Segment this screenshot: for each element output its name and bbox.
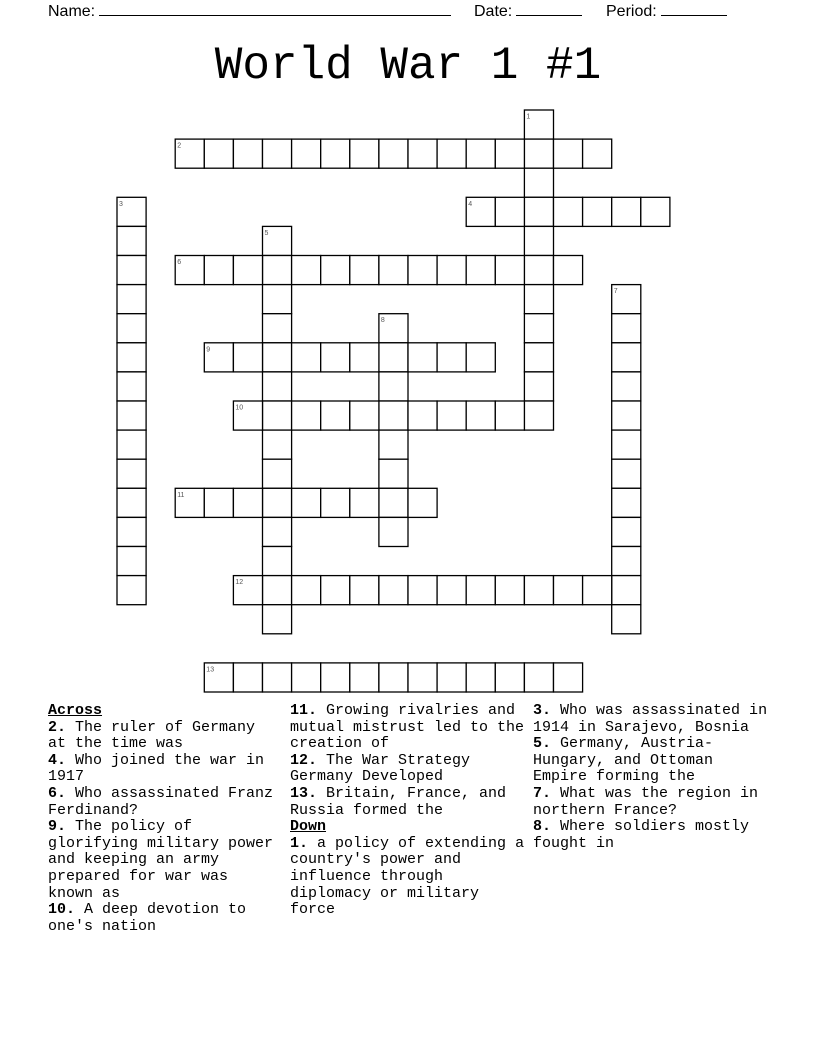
page-title: World War 1 #1: [214, 40, 602, 92]
grid-cell[interactable]: [263, 605, 292, 634]
grid-cell[interactable]: [495, 576, 524, 605]
grid-cell[interactable]: [204, 139, 233, 168]
grid-cell[interactable]: [263, 139, 292, 168]
grid-cell[interactable]: [408, 576, 437, 605]
grid-cell[interactable]: [437, 139, 466, 168]
grid-cell[interactable]: [379, 576, 408, 605]
grid-cell[interactable]: [263, 314, 292, 343]
grid-cell[interactable]: [117, 459, 146, 488]
grid-cell[interactable]: [379, 256, 408, 285]
grid-cell[interactable]: [524, 139, 553, 168]
grid-cell[interactable]: [117, 372, 146, 401]
clues-column-2: [290, 703, 526, 919]
grid-cell[interactable]: [466, 401, 495, 430]
grid-cell[interactable]: [263, 576, 292, 605]
grid-cell[interactable]: [117, 285, 146, 314]
name-label: Name:: [48, 3, 96, 20]
grid-cell[interactable]: [263, 285, 292, 314]
grid-cell[interactable]: [612, 314, 641, 343]
grid-cell[interactable]: [583, 139, 612, 168]
grid-cell[interactable]: [466, 576, 495, 605]
grid-cell[interactable]: [408, 256, 437, 285]
grid-cell[interactable]: [466, 343, 495, 372]
grid-cell[interactable]: [524, 168, 553, 197]
grid-cell[interactable]: [554, 576, 583, 605]
grid-cell[interactable]: [117, 576, 146, 605]
grid-cell[interactable]: [292, 139, 321, 168]
grid-cell[interactable]: [263, 401, 292, 430]
grid-cell[interactable]: [524, 401, 553, 430]
grid-cell[interactable]: [379, 663, 408, 692]
cell-number: 10: [235, 404, 244, 412]
grid-cell[interactable]: [292, 488, 321, 517]
down-heading: Down: [290, 818, 327, 836]
grid-cell[interactable]: [292, 343, 321, 372]
grid-cell[interactable]: [350, 256, 379, 285]
cell-number: 12: [235, 579, 244, 587]
grid-cell[interactable]: [350, 576, 379, 605]
cell-number: 11: [177, 491, 185, 499]
clue-across-10: 10. A deep devotion to one's nation: [48, 901, 247, 935]
grid-cell[interactable]: [350, 139, 379, 168]
grid-cell[interactable]: [292, 401, 321, 430]
grid-cell[interactable]: [321, 343, 350, 372]
grid-cell[interactable]: [233, 139, 262, 168]
grid-cell[interactable]: [612, 401, 641, 430]
grid-cell[interactable]: [117, 430, 146, 459]
grid-cell[interactable]: [321, 401, 350, 430]
grid-cell[interactable]: [612, 576, 641, 605]
grid-cell[interactable]: [292, 576, 321, 605]
grid-cell[interactable]: [495, 139, 524, 168]
grid-cell[interactable]: [408, 663, 437, 692]
grid-cell[interactable]: [612, 488, 641, 517]
grid-cell[interactable]: [612, 547, 641, 576]
grid-cell[interactable]: [554, 139, 583, 168]
grid-cell[interactable]: [117, 517, 146, 546]
grid-cell[interactable]: [321, 139, 350, 168]
cell-number: 13: [206, 666, 215, 674]
grid-cell[interactable]: [612, 517, 641, 546]
grid-cell[interactable]: [524, 343, 553, 372]
clue-across-4: 4. Who joined the war in 1917: [48, 751, 265, 786]
clue-down-3: 3. Who was assassinated in 1914 in Sarajevo, Bosnia: [533, 702, 768, 736]
clue-down-5: 5. Germany, Austria-Hungary, and Ottoman Empire forming the: [533, 735, 714, 786]
clue-down-1: 1. a policy of extending a country's power and influence through diplomacy or military force: [290, 834, 525, 919]
grid-cell[interactable]: [495, 256, 524, 285]
grid-cell[interactable]: [554, 256, 583, 285]
cell-number: 7: [613, 288, 618, 296]
grid-cell[interactable]: [263, 517, 292, 546]
grid-cell[interactable]: [263, 372, 292, 401]
grid-cell[interactable]: [379, 517, 408, 546]
grid-cell[interactable]: [408, 401, 437, 430]
grid-cell[interactable]: [437, 256, 466, 285]
grid-cell[interactable]: [321, 488, 350, 517]
grid-cell[interactable]: [379, 430, 408, 459]
grid-cell[interactable]: [408, 488, 437, 517]
grid-cell[interactable]: [612, 605, 641, 634]
grid-cell[interactable]: [612, 343, 641, 372]
grid-cell[interactable]: [495, 663, 524, 692]
clue-across-11: 11. Growing rivalries and mutual mistrust led to the creation of: [290, 702, 525, 753]
grid-cell[interactable]: [204, 256, 233, 285]
grid-cell[interactable]: [554, 663, 583, 692]
date-label: Date:: [474, 3, 513, 20]
cell-number: 9: [206, 346, 211, 354]
grid-cell[interactable]: [612, 372, 641, 401]
clues-column-3: [533, 703, 769, 852]
grid-cell[interactable]: [524, 314, 553, 343]
grid-cell[interactable]: [117, 226, 146, 255]
across-heading: Across: [48, 702, 103, 719]
grid-cell[interactable]: [350, 401, 379, 430]
grid-cell[interactable]: [612, 430, 641, 459]
grid-cell[interactable]: [379, 139, 408, 168]
grid-cell[interactable]: [263, 343, 292, 372]
grid-cell[interactable]: [263, 663, 292, 692]
grid-cell[interactable]: [466, 256, 495, 285]
grid-cell[interactable]: [612, 459, 641, 488]
grid-cell[interactable]: [495, 401, 524, 430]
cell-number: 8: [380, 317, 385, 325]
grid-cell[interactable]: [321, 256, 350, 285]
grid-cell[interactable]: [117, 256, 146, 285]
grid-cell[interactable]: [641, 197, 670, 226]
grid-cell[interactable]: [466, 663, 495, 692]
grid-cell[interactable]: [117, 401, 146, 430]
grid-cell[interactable]: [292, 256, 321, 285]
grid-cell[interactable]: [263, 430, 292, 459]
grid-cell[interactable]: [263, 488, 292, 517]
grid-cell[interactable]: [524, 226, 553, 255]
grid-cell[interactable]: [408, 343, 437, 372]
clue-across-9: 9. The policy of glorifying military power and keeping an army prepared for war was known as: [48, 818, 274, 902]
grid-cell[interactable]: [379, 488, 408, 517]
grid-cell[interactable]: [495, 197, 524, 226]
grid-cell[interactable]: [379, 372, 408, 401]
grid-cell[interactable]: [263, 547, 292, 576]
grid-cell[interactable]: [350, 343, 379, 372]
grid-cell[interactable]: [524, 372, 553, 401]
cell-number: 4: [468, 200, 473, 208]
clue-across-2: 2. The ruler of Germany at the time was: [48, 718, 256, 753]
grid-cell[interactable]: [204, 488, 233, 517]
cell-number: 6: [177, 259, 182, 266]
cell-number: 1: [526, 113, 531, 121]
grid-cell[interactable]: [117, 314, 146, 343]
period-label: Period:: [606, 3, 657, 20]
cell-number: 2: [177, 142, 182, 150]
clue-across-12: 12. The War Strategy Germany Developed: [290, 751, 471, 786]
grid-cell[interactable]: [524, 256, 553, 285]
grid-cell[interactable]: [466, 139, 495, 168]
grid-cell[interactable]: [437, 343, 466, 372]
grid-cell[interactable]: [524, 285, 553, 314]
grid-cell[interactable]: [321, 663, 350, 692]
clue-across-6: 6. Who assassinated Franz Ferdinand?: [48, 784, 274, 819]
cell-number: 5: [264, 229, 269, 237]
grid-cell[interactable]: [554, 197, 583, 226]
cell-number: 3: [119, 200, 123, 208]
grid-cell[interactable]: [379, 459, 408, 488]
grid-cell[interactable]: [524, 576, 553, 605]
grid-cell[interactable]: [524, 663, 553, 692]
grid-cell[interactable]: [437, 401, 466, 430]
grid-cell[interactable]: [524, 197, 553, 226]
grid-cell[interactable]: [583, 197, 612, 226]
grid-cell[interactable]: [379, 343, 408, 372]
grid-cell[interactable]: [117, 343, 146, 372]
grid-cell[interactable]: [583, 576, 612, 605]
clues-column-1: [48, 703, 280, 935]
grid-cell[interactable]: [379, 401, 408, 430]
clue-down-8: 8. Where soldiers mostly fought in: [533, 818, 750, 852]
grid-cell[interactable]: [292, 663, 321, 692]
grid-cell[interactable]: [263, 459, 292, 488]
clue-across-13: 13. Britain, France, and Russia formed the: [290, 784, 507, 819]
grid-cell[interactable]: [117, 488, 146, 517]
grid-cell[interactable]: [350, 663, 379, 692]
grid-cell[interactable]: [437, 576, 466, 605]
grid-cell[interactable]: [350, 488, 379, 517]
grid-cell[interactable]: [612, 197, 641, 226]
grid-cell[interactable]: [437, 663, 466, 692]
grid-cell[interactable]: [233, 488, 262, 517]
grid-cell[interactable]: [233, 343, 262, 372]
clue-down-7: 7. What was the region in northern France?: [533, 784, 759, 819]
grid-cell[interactable]: [233, 663, 262, 692]
grid-cell[interactable]: [408, 139, 437, 168]
grid-cell[interactable]: [321, 576, 350, 605]
grid-cell[interactable]: [263, 256, 292, 285]
grid-cell[interactable]: [117, 547, 146, 576]
grid-cell[interactable]: [233, 256, 262, 285]
